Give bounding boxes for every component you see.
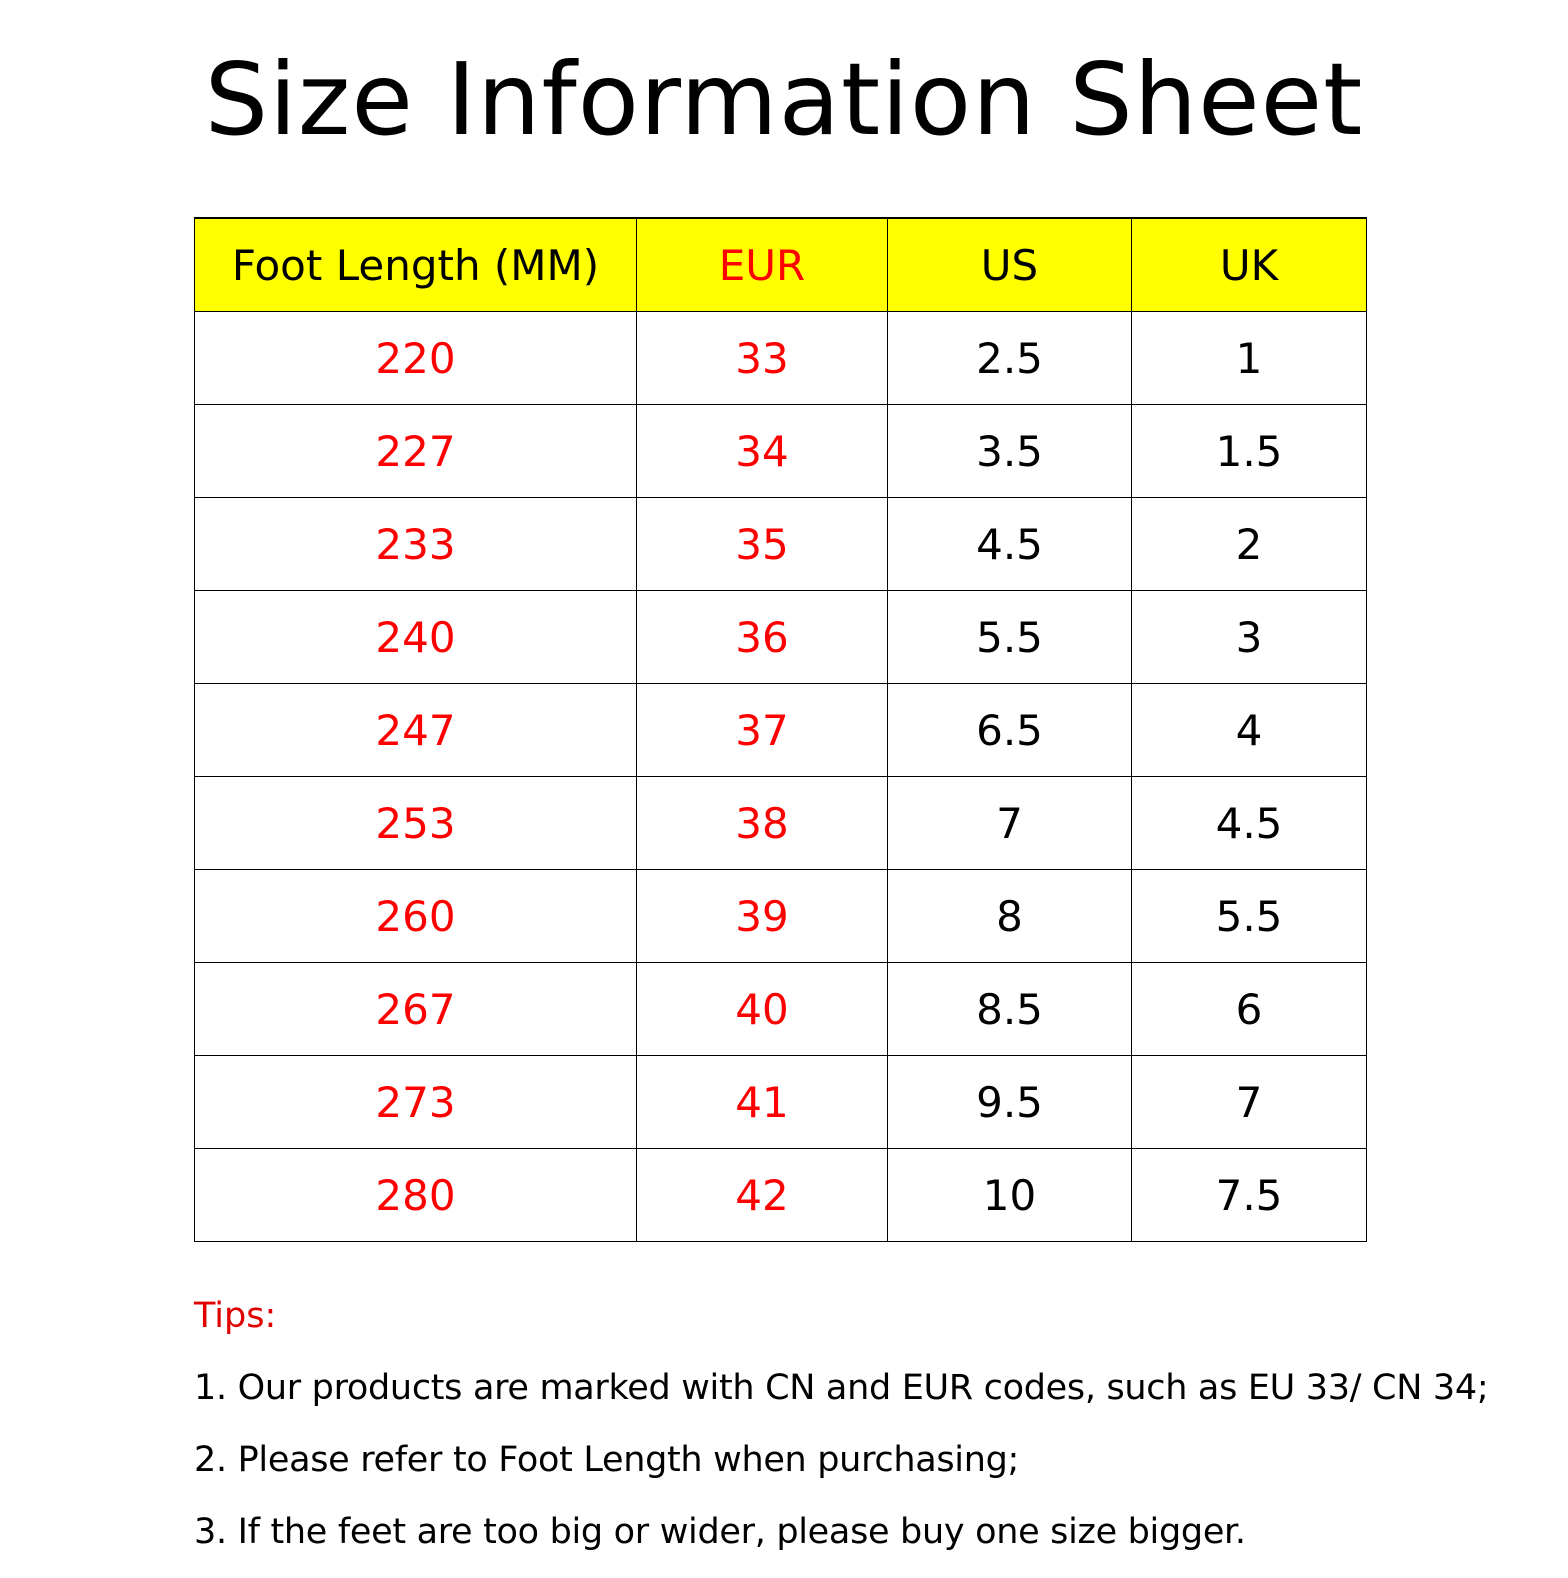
tips-title: Tips: <box>194 1296 277 1336</box>
page-title: Size Information Sheet <box>204 41 1364 158</box>
table-row <box>195 591 1367 684</box>
header-uk: UK <box>1132 218 1367 312</box>
uk-cell: 7 <box>1132 1056 1367 1149</box>
foot-length-cell: 240 <box>195 591 637 684</box>
eur-cell: 33 <box>637 312 888 405</box>
eur-cell: 41 <box>637 1056 888 1149</box>
uk-cell: 4.5 <box>1132 777 1367 870</box>
uk-cell: 2 <box>1132 498 1367 591</box>
foot-length-cell: 273 <box>195 1056 637 1149</box>
uk-cell: 7.5 <box>1132 1149 1367 1242</box>
header-us: US <box>888 218 1132 312</box>
tips-section <box>194 1290 1534 1578</box>
uk-cell: 3 <box>1132 591 1367 684</box>
foot-length-cell: 253 <box>195 777 637 870</box>
foot-length-cell: 220 <box>195 312 637 405</box>
us-cell: 8 <box>888 870 1132 963</box>
tip-line-3: 3. If the feet are too big or wider, please buy one size bigger. <box>194 1512 1246 1552</box>
us-cell: 10 <box>888 1149 1132 1242</box>
uk-cell: 1.5 <box>1132 405 1367 498</box>
table-row <box>195 684 1367 777</box>
tip-line-1: 1. Our products are marked with CN and EUR codes, such as EU 33/ CN 34; <box>194 1368 1489 1408</box>
uk-cell: 4 <box>1132 684 1367 777</box>
foot-length-cell: 233 <box>195 498 637 591</box>
foot-length-cell: 280 <box>195 1149 637 1242</box>
foot-length-cell: 227 <box>195 405 637 498</box>
size-chart-table <box>194 217 1367 1242</box>
us-cell: 4.5 <box>888 498 1132 591</box>
uk-cell: 5.5 <box>1132 870 1367 963</box>
us-cell: 9.5 <box>888 1056 1132 1149</box>
uk-cell: 1 <box>1132 312 1367 405</box>
us-cell: 2.5 <box>888 312 1132 405</box>
eur-cell: 35 <box>637 498 888 591</box>
eur-cell: 38 <box>637 777 888 870</box>
foot-length-cell: 247 <box>195 684 637 777</box>
header-foot-length: Foot Length (MM) <box>195 218 637 312</box>
eur-cell: 37 <box>637 684 888 777</box>
eur-cell: 40 <box>637 963 888 1056</box>
foot-length-cell: 267 <box>195 963 637 1056</box>
tip-line-2: 2. Please refer to Foot Length when purchasing; <box>194 1440 1020 1480</box>
table-row <box>195 312 1367 405</box>
table-row <box>195 963 1367 1056</box>
table-row <box>195 405 1367 498</box>
eur-cell: 42 <box>637 1149 888 1242</box>
table-row <box>195 1149 1367 1242</box>
table-row <box>195 1056 1367 1149</box>
table-row <box>195 498 1367 591</box>
us-cell: 3.5 <box>888 405 1132 498</box>
table-row <box>195 777 1367 870</box>
us-cell: 5.5 <box>888 591 1132 684</box>
us-cell: 6.5 <box>888 684 1132 777</box>
us-cell: 8.5 <box>888 963 1132 1056</box>
us-cell: 7 <box>888 777 1132 870</box>
uk-cell: 6 <box>1132 963 1367 1056</box>
table-row <box>195 870 1367 963</box>
foot-length-cell: 260 <box>195 870 637 963</box>
eur-cell: 39 <box>637 870 888 963</box>
eur-cell: 34 <box>637 405 888 498</box>
eur-cell: 36 <box>637 591 888 684</box>
table-header-row <box>195 218 1367 312</box>
header-eur: EUR <box>637 218 888 312</box>
